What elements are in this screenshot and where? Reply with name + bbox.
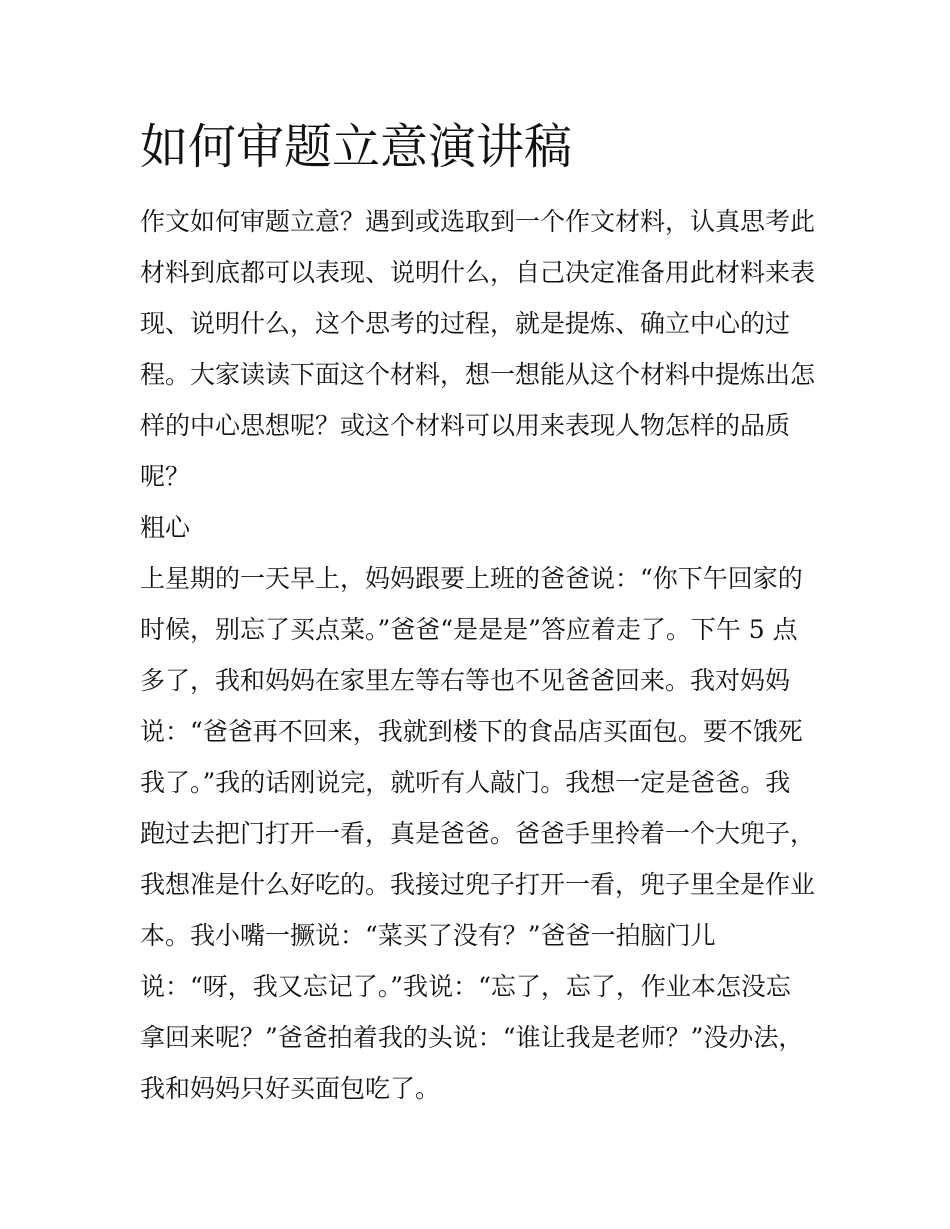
intro-line: 呢？ (140, 462, 191, 491)
story-line: 多了，我和妈妈在家里左等右等也不见爸爸回来。我对妈妈 (140, 666, 791, 695)
intro-line: 作文如何审题立意？遇到或选取到一个作文材料，认真思考此 (140, 207, 816, 236)
story-line: 说：“呀，我又忘记了。”我说：“忘了，忘了，作业本怎没忘 (140, 972, 791, 1001)
intro-line: 程。大家读读下面这个材料，想一想能从这个材料中提炼出怎 (140, 360, 816, 389)
story-line: 我想准是什么好吃的。我接过兜子打开一看，兜子里全是作业 (140, 870, 816, 899)
story-line: 我了。”我的话刚说完，就听有人敲门。我想一定是爸爸。我 (140, 768, 791, 797)
story-line: 跑过去把门打开一看，真是爸爸。爸爸手里拎着一个大兜子， (140, 819, 816, 848)
intro-line: 样的中心思想呢？或这个材料可以用来表现人物怎样的品质 (140, 411, 791, 440)
intro-line: 现、说明什么，这个思考的过程，就是提炼、确立中心的过 (140, 309, 791, 338)
story-line: 我和妈妈只好买面包吃了。 (140, 1074, 441, 1103)
story-line: 拿回来呢？”爸爸拍着我的头说：“谁让我是老师？”没办法， (140, 1023, 804, 1052)
story-line: 上星期的一天早上，妈妈跟要上班的爸爸说：“你下午回家的 (140, 564, 803, 593)
story-line: 说：“爸爸再不回来，我就到楼下的食品店买面包。要不饿死 (140, 717, 803, 746)
story-title: 粗心 (140, 513, 191, 542)
document-title: 如何审题立意演讲稿 (140, 119, 573, 175)
intro-line: 材料到底都可以表现、说明什么，自己决定准备用此材料来表 (140, 258, 816, 287)
story-line: 时候，别忘了买点菜。”爸爸“是是是”答应着走了。下午 5 点 (140, 615, 798, 644)
story-line: 本。我小嘴一撅说：“菜买了没有？”爸爸一拍脑门儿 (140, 921, 716, 950)
